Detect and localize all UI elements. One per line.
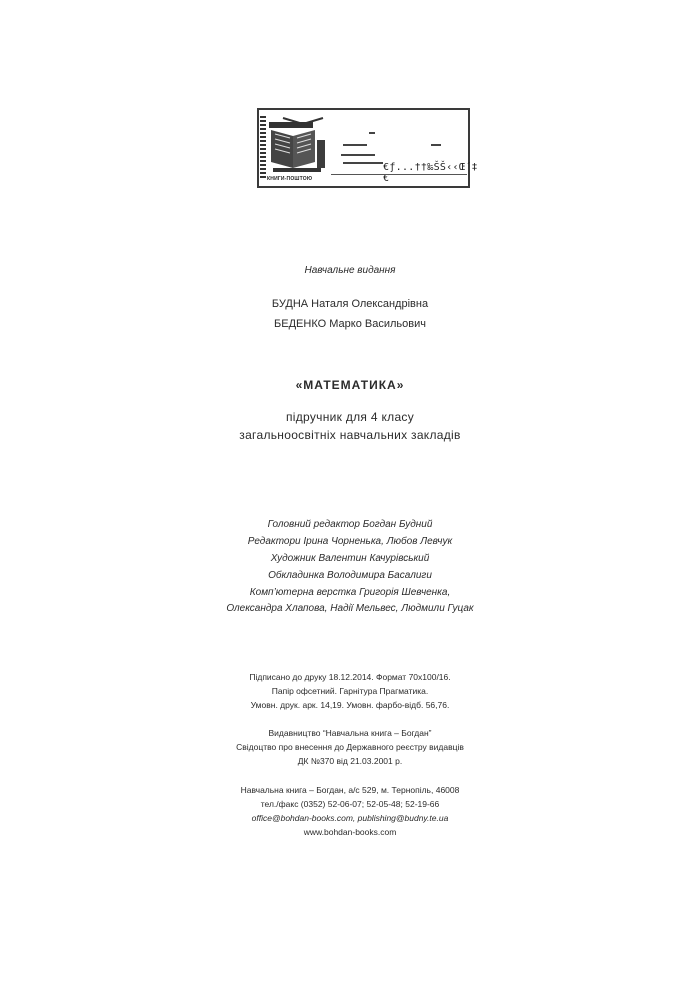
author-name: БУДНА Наталя Олександрівна — [271, 298, 429, 310]
contact-website-line: www.bohdan-books.com — [303, 827, 397, 837]
contact-line: Навчальна книга – Богдан, а/с 529, м. Тернопіль, 46008 — [240, 785, 460, 795]
credit-line: Редактори Ірина Чорненька, Любов Левчук — [247, 536, 453, 547]
stamp-dot — [369, 132, 375, 134]
publisher-info-line: Видавництво “Навчальна книга – Богдан” — [268, 728, 432, 738]
credit-line: Обкладинка Володимира Басалиги — [268, 570, 432, 581]
book-title: «МАТЕМАТИКА» — [295, 378, 405, 392]
print-info-line: Умовн. друк. арк. 14,19. Умовн. фарбо-відб. 56,76. — [250, 700, 450, 710]
publisher-stamp — [257, 108, 478, 188]
stamp-code: €ƒ...††‰ŠŠ‹‹Œ΄‡ € — [383, 162, 478, 184]
stamp-dot — [343, 162, 383, 164]
credit-line: Олександра Хлапова, Надії Мельвес, Людмили Гуцак — [226, 603, 474, 614]
author-name: БЕДЕНКО Марко Васильович — [274, 318, 426, 330]
stamp-underline — [331, 174, 467, 175]
book-subtitle: загальноосвітніх навчальних закладів — [239, 428, 461, 442]
stamp-caption: КНИГИ-ПОШТОЮ — [267, 176, 313, 182]
publisher-info-line: ДК №370 від 21.03.2001 р. — [297, 756, 403, 766]
credit-line: Художник Валентин Качурівський — [270, 553, 430, 564]
print-info-line: Папір офсетний. Гарнітура Прагматика. — [271, 686, 429, 696]
edition-type: Навчальне видання — [304, 265, 396, 276]
contact-email-line: office@bohdan-books.com, publishing@budny.te.ua — [251, 813, 449, 823]
credit-line: Головний редактор Богдан Будний — [267, 519, 433, 530]
publisher-info-line: Свідоцтво про внесення до Державного реєстру видавців — [236, 742, 464, 752]
print-info-line: Підписано до друку 18.12.2014. Формат 70x100/16. — [249, 672, 451, 682]
book-stack-icon — [263, 116, 329, 180]
stamp-dot — [431, 144, 441, 146]
book-subtitle: підручник для 4 класу — [285, 410, 415, 424]
credit-line: Комп’ютерна верстка Григорія Шевченка, — [249, 587, 451, 598]
stamp-dot — [341, 154, 375, 156]
stamp-dot — [343, 144, 367, 146]
contact-line: тел./факс (0352) 52-06-07; 52-05-48; 52-19-66 — [260, 799, 440, 809]
